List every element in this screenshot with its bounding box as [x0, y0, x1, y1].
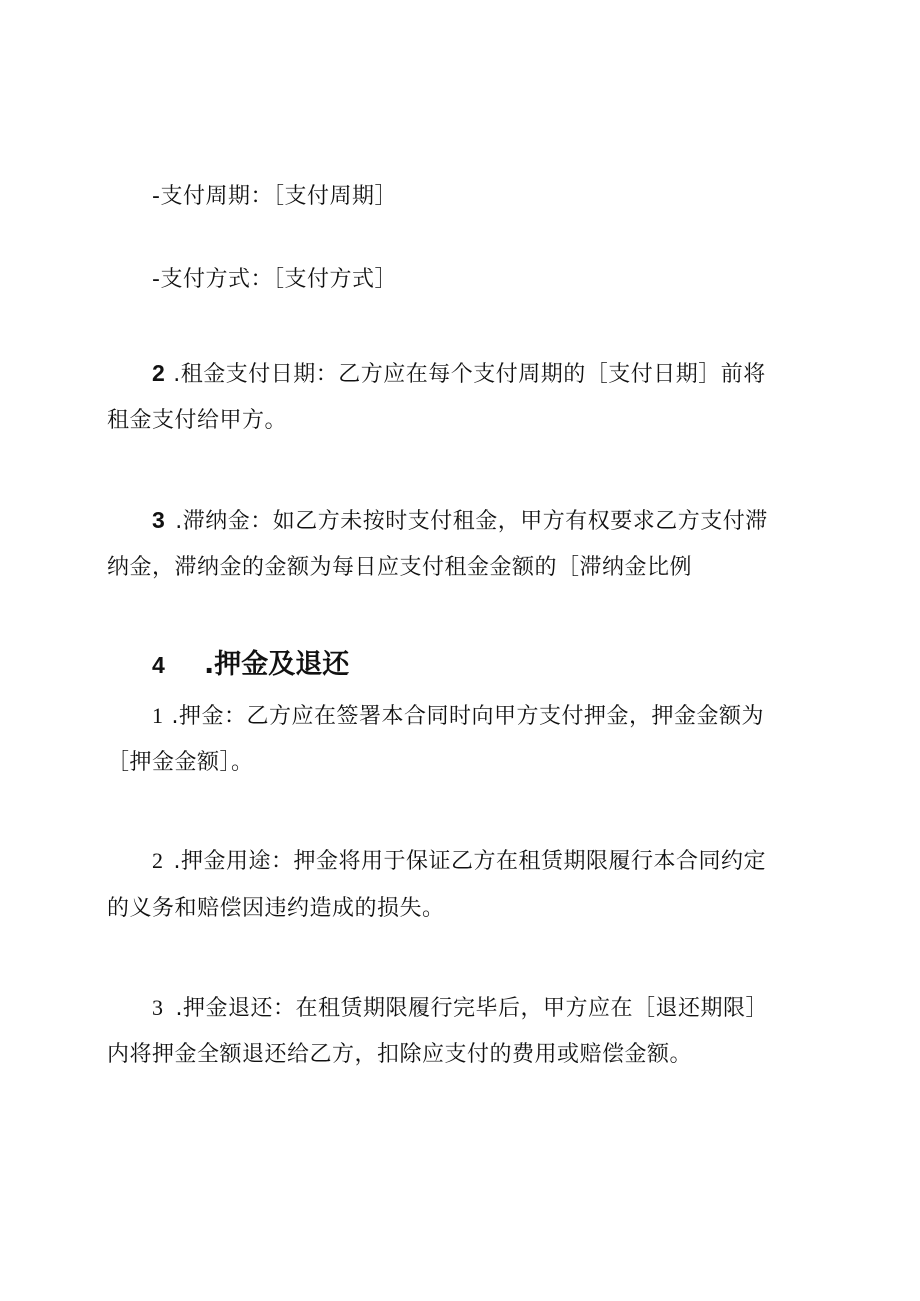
deposit-clause-2-text-1: .押金用途：押金将用于保证乙方在租赁期限履行本合同约定	[173, 849, 766, 874]
deposit-clause-1-text-1: .押金：乙方应在签署本合同时向甲方支付押金，押金金额为	[171, 704, 764, 729]
clause-2-number: 2	[152, 360, 166, 386]
clause-3-line-1	[152, 505, 768, 537]
section-4-number: 4	[152, 652, 165, 678]
section-4-heading	[152, 648, 349, 682]
deposit-clause-1-line-1	[152, 701, 764, 732]
deposit-clause-1-line-2: ［押金金额］。	[107, 750, 254, 775]
deposit-clause-2-line-2: 的义务和赔偿因违约造成的损失。	[107, 896, 445, 921]
deposit-clause-3-line-2: 内将押金全额退还给乙方，扣除应支付的费用或赔偿金额。	[107, 1042, 693, 1067]
deposit-clause-2-line-1	[152, 846, 766, 877]
clause-3-line-2: 纳金，滞纳金的金额为每日应支付租金金额的［滞纳金比例	[107, 555, 693, 580]
deposit-clause-3-text-1: .押金退还：在租赁期限履行完毕后，甲方应在［退还期限］	[175, 996, 768, 1021]
clause-3-number: 3	[152, 507, 166, 533]
deposit-clause-1-number: 1	[152, 703, 164, 728]
clause-2-line-2: 租金支付给甲方。	[107, 408, 288, 433]
deposit-clause-3-line-1	[152, 993, 768, 1024]
clause-2-text-1: .租金支付日期：乙方应在每个支付周期的［支付日期］前将	[173, 362, 766, 387]
deposit-clause-2-number: 2	[152, 848, 164, 873]
payment-method-line: -支付方式：［支付方式］	[152, 267, 397, 292]
clause-2-line-1	[152, 358, 766, 390]
clause-3-text-1: .滞纳金：如乙方未按时支付租金，甲方有权要求乙方支付滞	[175, 509, 768, 534]
deposit-clause-3-number: 3	[152, 995, 164, 1020]
section-4-title: .押金及退还	[204, 649, 350, 680]
payment-cycle-line: -支付周期：［支付周期］	[152, 184, 397, 209]
